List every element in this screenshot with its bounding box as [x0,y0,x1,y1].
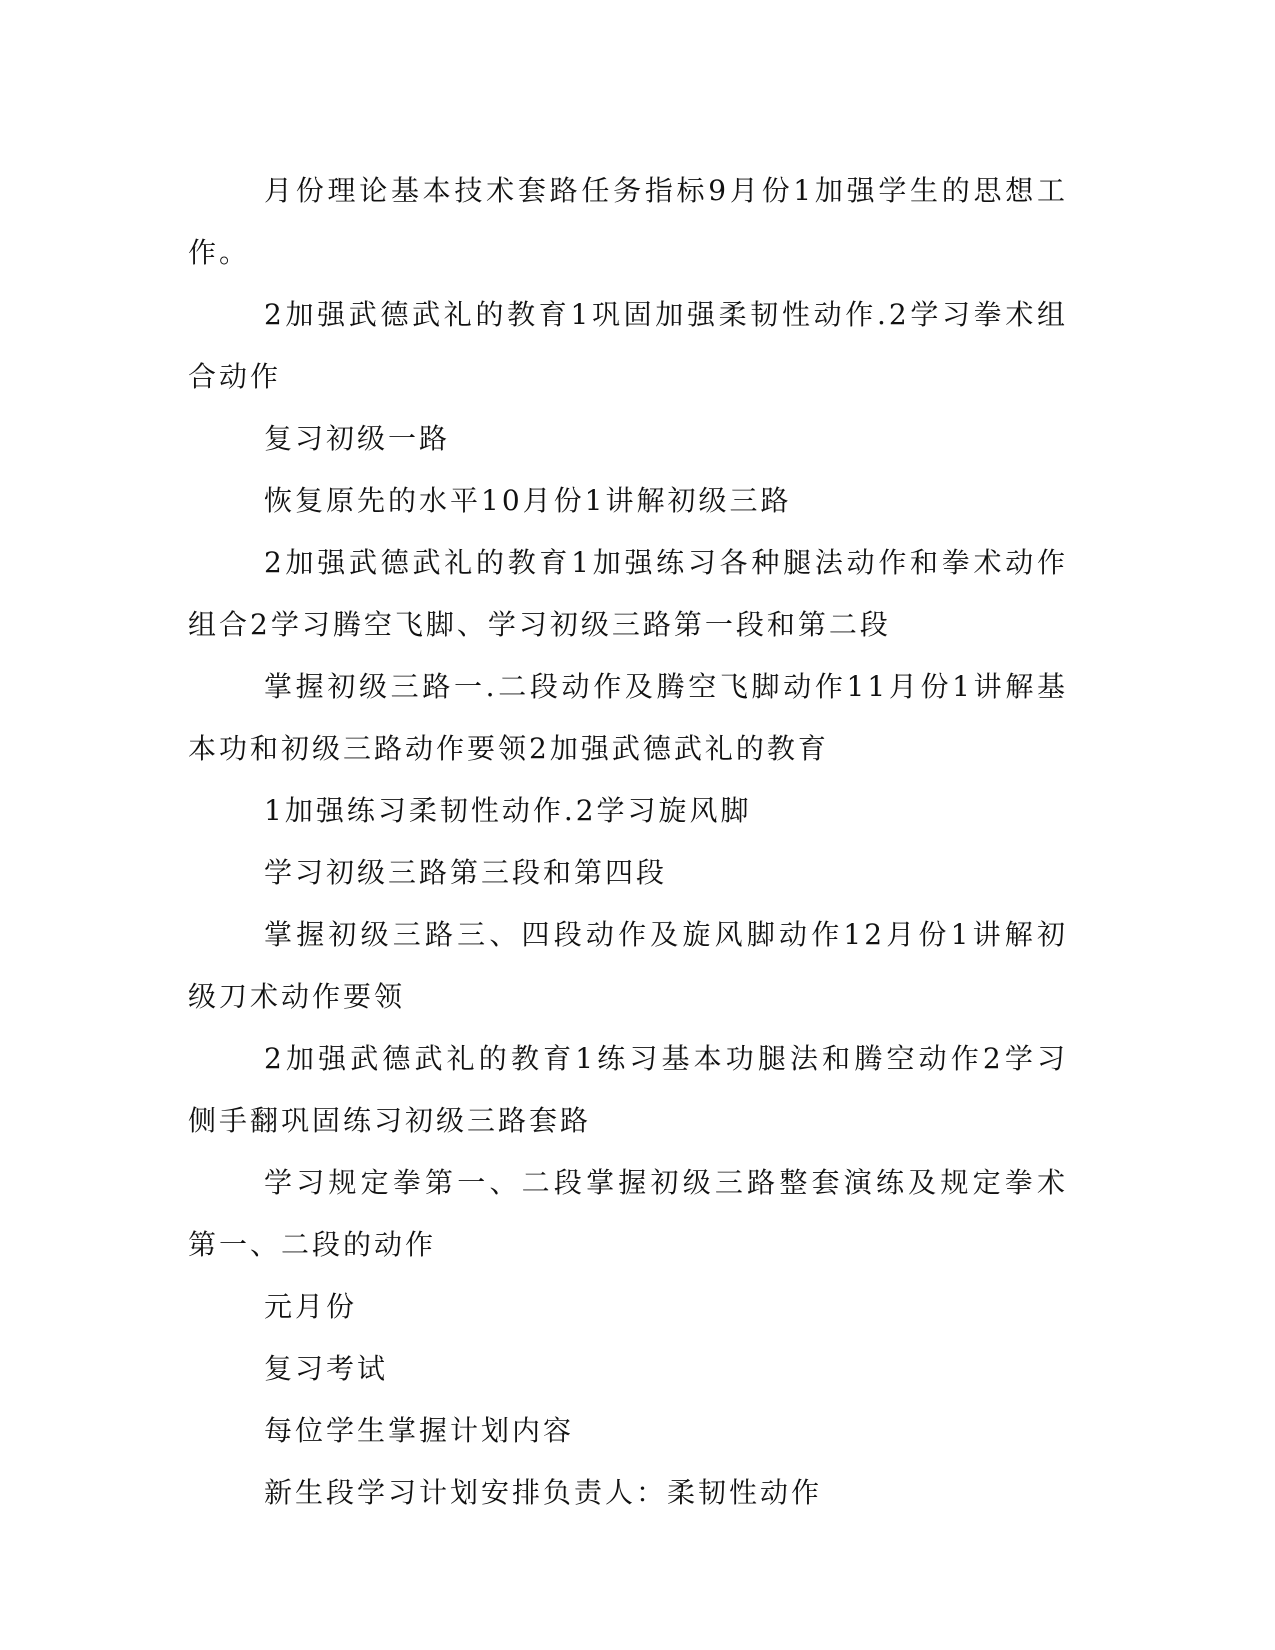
paragraph: 复习初级一路 [264,422,451,455]
paragraph: 复习考试 [264,1352,389,1385]
paragraph: 学习规定拳第一、二段掌握初级三路整套演练及规定拳术第一、二段的动作 [188,1166,1068,1261]
paragraph: 恢复原先的水平10月份1讲解初级三路 [264,484,792,517]
paragraph: 掌握初级三路一.二段动作及腾空飞脚动作11月份1讲解基本功和初级三路动作要领2加强武德武礼的教育 [188,670,1068,765]
paragraph: 掌握初级三路三、四段动作及旋风脚动作12月份1讲解初级刀术动作要领 [188,918,1068,1013]
paragraph: 2加强武德武礼的教育1巩固加强柔韧性动作.2学习拳术组合动作 [188,298,1068,393]
paragraph: 月份理论基本技术套路任务指标9月份1加强学生的思想工作。 [188,174,1068,269]
paragraph: 新生段学习计划安排负责人：柔韧性动作 [264,1476,823,1509]
paragraph: 学习初级三路第三段和第四段 [264,856,668,889]
document-body [188,160,1068,1524]
paragraph: 1加强练习柔韧性动作.2学习旋风脚 [264,794,752,827]
paragraph: 元月份 [264,1290,358,1323]
paragraph: 每位学生掌握计划内容 [264,1414,575,1447]
paragraph: 2加强武德武礼的教育1练习基本功腿法和腾空动作2学习侧手翻巩固练习初级三路套路 [188,1042,1068,1137]
paragraph: 2加强武德武礼的教育1加强练习各种腿法动作和拳术动作组合2学习腾空飞脚、学习初级三路第一段和第二段 [188,546,1068,641]
